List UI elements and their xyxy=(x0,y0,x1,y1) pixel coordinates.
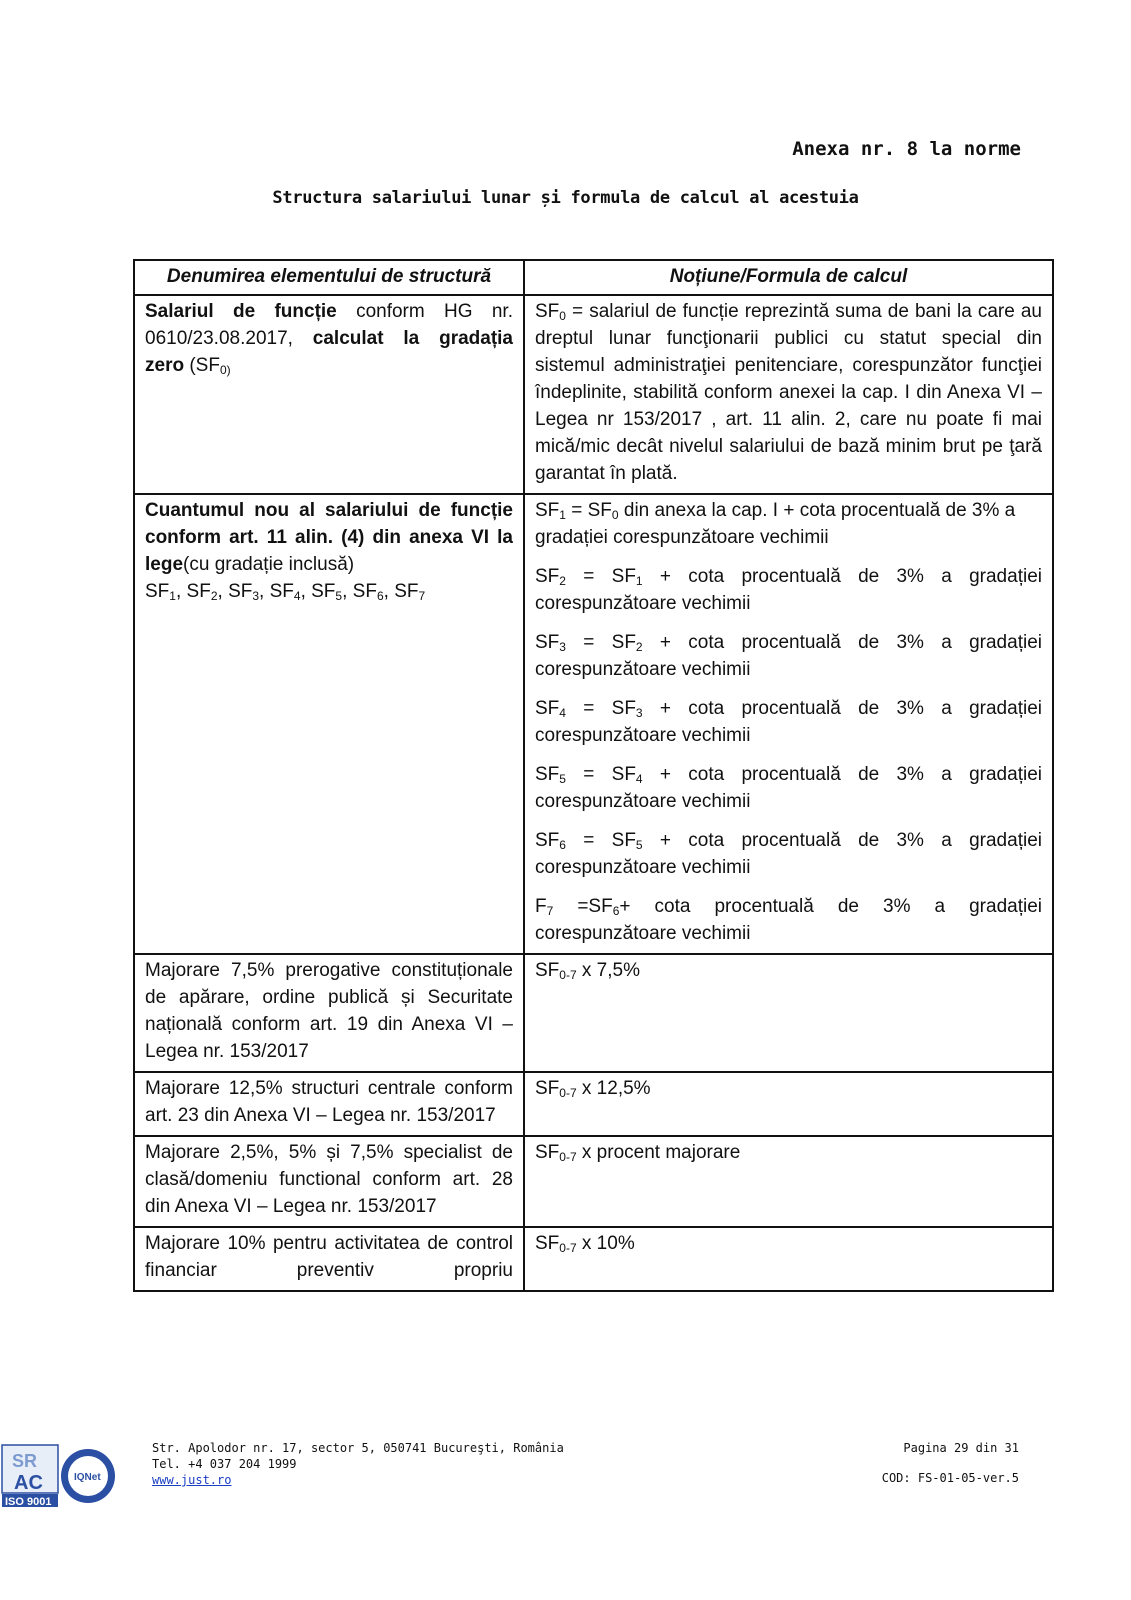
table-row xyxy=(134,295,1053,494)
formula-sf7: $F_7 =SF_6+ \cot a$ procentuală de 3% a gradației corespunzătoare vechimii xyxy=(535,896,1042,944)
table-row xyxy=(134,1136,1053,1227)
row-majorare-10-left: Majorare 10% pentru activitatea de control financiar preventiv propriu xyxy=(134,1227,524,1291)
row-majorare-7-5-left: Majorare 7,5% prerogative constituționale de apărare, ordine publică și Securitate națională conform art. 19 din Anexa VI – Legea nr. 153/2017 xyxy=(134,954,524,1072)
formula-sf4: $SF_4 = SF_3 + \cot a$ procentuală de 3% a gradației corespunzătoare vechimii xyxy=(535,698,1042,746)
row-majorare-specialist-right: $SF_{0-7}$ x procent majorare xyxy=(524,1136,1053,1227)
annex-label: Anexa nr. 8 la norme xyxy=(792,138,1021,160)
footer-address-block xyxy=(152,1440,564,1488)
header-structure-element: Denumirea elementului de structură xyxy=(134,260,524,295)
formula-sf2: $SF_2 = SF_1 + \cot a$ procentuală de 3% a gradației corespunzătoare vechimii xyxy=(535,566,1042,614)
footer-website-link[interactable]: www.just.ro xyxy=(152,1473,232,1487)
page-number: Pagina 29 din 31 xyxy=(903,1441,1019,1455)
row-sf0-left: Salariul de funcție conform HG nr. 0610/23.08.2017, calculat la gradația zero ($SF_{0)}$ xyxy=(134,295,524,494)
document-title: Structura salariului lunar și formula de calcul al acestuia xyxy=(272,188,859,208)
row-sf0-right: $SF_0$ = salariul de funcție reprezintă suma de bani la care au dreptul lunar funcţionarii publici cu statut special din sistemul administraţiei penitenciare, corespunzător funcţiei îndeplinite, stabilită conform anexei la cap. I din Anexa VI –Legea nr 153/2017 , art. 11 alin. 2, care nu poate fi mai mică/mic decât nivelul salariului de bază minim brut pe ţară garantat în plată. xyxy=(524,295,1053,494)
row-majorare-12-5-right: $SF_{0-7}$ x 12,5% xyxy=(524,1072,1053,1136)
table-row xyxy=(134,1227,1053,1291)
svg-text:IQNet: IQNet xyxy=(74,1472,101,1483)
row-sf-new-right xyxy=(524,494,1053,954)
formula-sf3: $SF_3 = SF_2 + \cot a$ procentuală de 3% a gradației corespunzătoare vechimii xyxy=(535,632,1042,680)
row-majorare-specialist-left: Majorare 2,5%, 5% și 7,5% specialist de clasă/domeniu functional conform art. 28 din Anexa VI – Legea nr. 153/2017 xyxy=(134,1136,524,1227)
page-footer xyxy=(0,1440,1131,1520)
sf-list: $SF_1$, $SF_2$, $SF_3$, $SF_4$, $SF_5$, $SF_6$, $SF_7$ xyxy=(145,581,426,603)
header-formula: Noțiune/Formula de calcul xyxy=(524,260,1053,295)
formula-sf6: $SF_6 = SF_5 + \cot a$ procentuală de 3% a gradației corespunzătoare vechimii xyxy=(535,830,1042,878)
formula-sf1: $SF_1 = SF_0$ din anexa la cap. I + cota procentuală de 3% a gradației corespunzătoare vechimii xyxy=(535,500,1016,548)
svg-text:SR: SR xyxy=(12,1451,38,1471)
footer-phone: Tel. +4 037 204 1999 xyxy=(152,1457,297,1471)
sr-iso-9001-logo xyxy=(0,1443,116,1509)
table-row xyxy=(134,1072,1053,1136)
svg-text:ISO 9001: ISO 9001 xyxy=(5,1496,52,1508)
document-code: COD: FS-01-05-ver.5 xyxy=(881,1471,1019,1485)
row-majorare-7-5-right: $SF_{0-7}$ x 7,5% xyxy=(524,954,1053,1072)
certification-logo xyxy=(0,1443,116,1509)
row-majorare-12-5-left: Majorare 12,5% structuri centrale conform art. 23 din Anexa VI – Legea nr. 153/2017 xyxy=(134,1072,524,1136)
row-majorare-10-right: $SF_{0-7}$ x 10% xyxy=(524,1227,1053,1291)
footer-page-info xyxy=(882,1440,1019,1486)
row-sf-new-left: Cuantumul nou al salariului de funcție conform art. 11 alin. (4) din anexa VI la lege(cu gradație inclusă) $SF_1$, $SF_2$, $SF_3$, $SF_4$, $SF_5$, $SF_6$, $SF_7$ xyxy=(134,494,524,954)
svg-text:AC: AC xyxy=(14,1472,43,1494)
salary-structure-table xyxy=(133,259,1054,1292)
table-row xyxy=(134,494,1053,954)
table-header-row xyxy=(134,260,1053,295)
table-row xyxy=(134,954,1053,1072)
footer-address: Str. Apolodor nr. 17, sector 5, 050741 Bucureşti, România xyxy=(152,1441,564,1455)
formula-sf5: $SF_5 = SF_4 + \cot a$ procentuală de 3% a gradației corespunzătoare vechimii xyxy=(535,764,1042,812)
